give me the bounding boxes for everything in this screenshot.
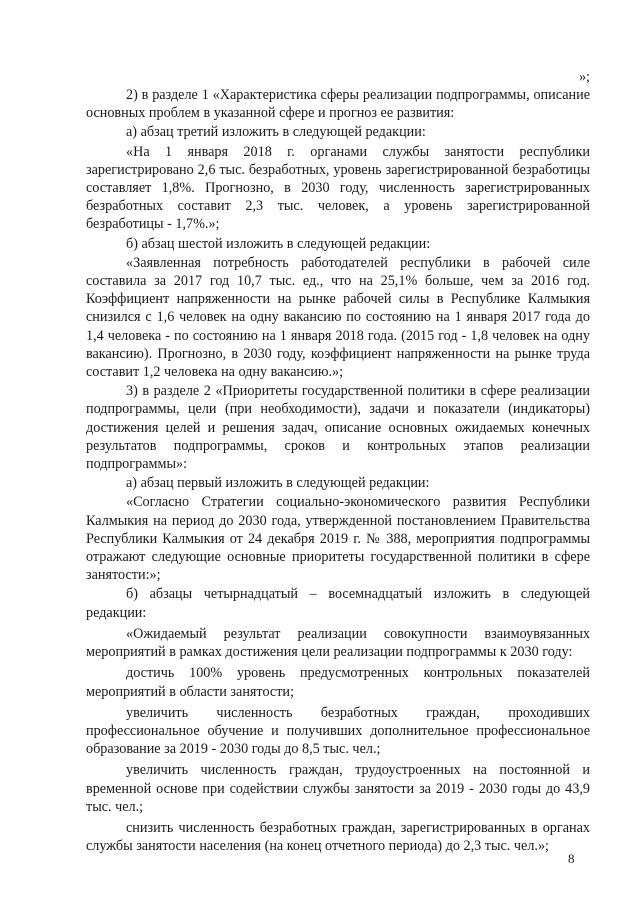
paragraph-subitem-b-paragraphs-14-18: б) абзацы четырнадцатый – восемнадцатый изложить в следующей редакции: (86, 586, 590, 621)
paragraph-increase-employment: увеличить численность граждан, трудоустроенных на постоянной и временной основе при содействии службы занятости за 2019 - 2030 годы до 43,9 тыс. чел.; (86, 762, 590, 815)
paragraph-quote-unemployment-2018: «На 1 января 2018 г. органами службы занятости республики зарегистрировано 2,6 тыс. безработных, уровень зарегистрированной безработицы составляет 1,8%. Прогнозно, в 2030 году, численность зарегистрированных безработных составит 2,3 тыс. человек, а уровень зарегистрированной безработицы - 1,7%.»; (86, 143, 590, 233)
paragraph-quote-expected-result: «Ожидаемый результат реализации совокупности взаимоувязанных мероприятий в рамках достижения цели реализации подпрограммы к 2030 году: (86, 625, 590, 661)
closing-quote-mark: »; (578, 69, 590, 85)
paragraph-quote-strategy-2030: «Согласно Стратегии социально-экономического развития Республики Калмыкия на период до 2030 года, утвержденной постановлением Правительства Республики Калмыкия от 24 декабря 2019 г. № 388, мероприятия подпрограммы отражают следующие основные приоритеты государственной политики в сфере занятости:»; (86, 494, 590, 584)
paragraph-item-3-section-2: 3) в разделе 2 «Приоритеты государственной политики в сфере реализации подпрограммы, цели (при необходимости), задачи и показатели (индикаторы) достижения целей и решения задач, описание основных ожидаемых конечных результатов подпрограммы, сроков и контрольных этапов реализации подпрограммы»: (86, 383, 590, 473)
paragraph-subitem-a-first-paragraph: а) абзац первый изложить в следующей редакции: (126, 475, 430, 492)
paragraph-increase-training: увеличить численность безработных граждан, проходивших профессиональное обучение и получивших дополнительное профессиональное образование за 2019 - 2030 годы до 8,5 тыс. чел.; (86, 704, 590, 758)
paragraph-achieve-100-percent: достичь 100% уровень предусмотренных контрольных показателей мероприятий в области занятости; (86, 665, 590, 700)
paragraph-subitem-a-third-paragraph: а) абзац третий изложить в следующей редакции: (126, 124, 426, 141)
paragraph-quote-labor-demand: «Заявленная потребность работодателей республики в рабочей силе составила за 2017 год 10,7 тыс. ед., что на 25,1% больше, чем за 2016 год. Коэффициент напряженности на рынке рабочей силы в Республике Калмыкия снизился с 1,6 человек на одну вакансию по состоянию на 1 января 2017 года до 1,4 человека - по состоянию на 1 января 2018 года. (2015 год - 1,8 человек на одну вакансию). Прогнозно, в 2030 году, коэффициент напряженности на рынке труда составит 1,2 человека на одну вакансию.»; (86, 254, 590, 381)
paragraph-subitem-b-sixth-paragraph: б) абзац шестой изложить в следующей редакции: (126, 235, 431, 252)
document-page (86, 68, 590, 856)
page-number: 8 (568, 851, 575, 866)
paragraph-item-2-section-1: 2) в разделе 1 «Характеристика сферы реализации подпрограммы, описание основных проблем в указанной сфере и прогноз ее развития: (86, 87, 590, 122)
paragraph-reduce-unemployed: снизить численность безработных граждан, зарегистрированных в органах службы занятости населения (на конец отчетного периода) до 2,3 тыс. чел.»; (86, 819, 590, 855)
